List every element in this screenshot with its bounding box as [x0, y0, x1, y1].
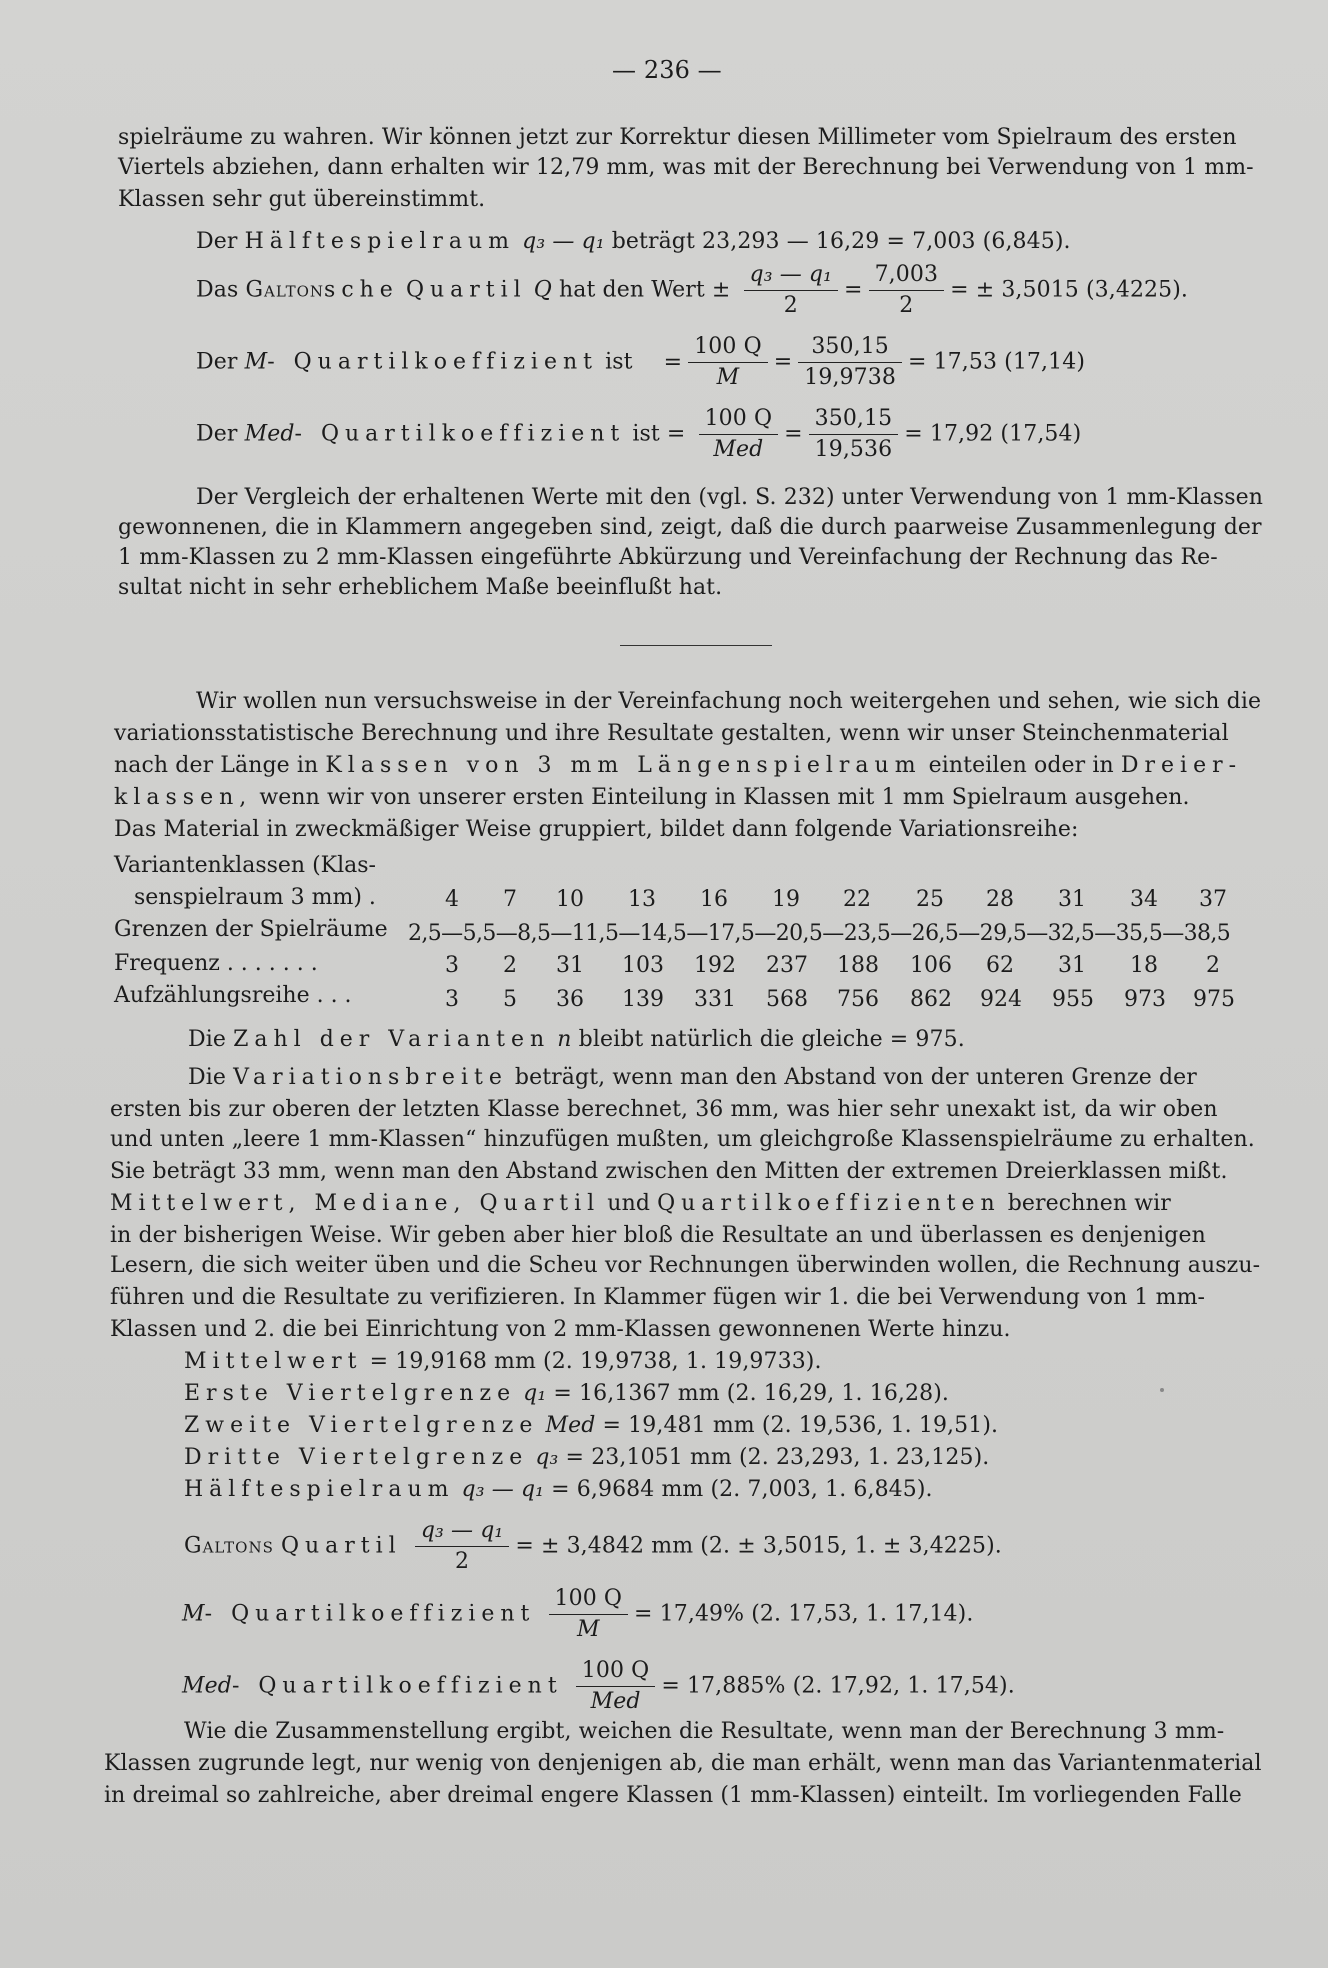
p-breite-l5d: berechnen wir	[1000, 1191, 1171, 1216]
p-breite-line1	[188, 1064, 1197, 1092]
p-zahl-pre: Die	[188, 1027, 234, 1052]
result-3-rest: = 19,481 mm (2. 19,536, 1. 19,51).	[595, 1413, 999, 1438]
f1-pre: Der	[196, 229, 245, 254]
p-breite-line2: ersten bis zur oberen der letzten Klasse berechnet, 36 mm, was hier sehr unexakt ist, da wir oben	[110, 1097, 1218, 1122]
f3-eq2: =	[773, 349, 793, 375]
r6-name: Galtons	[184, 1533, 274, 1559]
section-divider	[620, 645, 772, 646]
para3-line4	[114, 784, 1190, 812]
para2-line4: sultat nicht in sehr erheblichem Maße beeinflußt hat.	[118, 575, 723, 600]
f4-num1: 100 Q	[704, 406, 773, 431]
p-breite-l5c: Quartilkoeffizienten	[657, 1191, 1001, 1216]
table-cum-cell: 36	[556, 987, 584, 1012]
result-5-term: Hälftespielraum	[184, 1477, 455, 1502]
r6-fraction	[415, 1516, 510, 1577]
r7-den: M	[549, 1614, 629, 1645]
para3-line2: variationsstatistische Berechnung und ihre Resultate gestalten, wenn wir unser Steinchenmaterial	[114, 721, 1229, 746]
f3-eq1: =	[663, 349, 683, 375]
table-cum-cell: 955	[1052, 987, 1094, 1012]
para1-line1: spielräume zu wahren. Wir können jetzt zur Korrektur diesen Millimeter vom Spielraum des ersten	[118, 125, 1237, 150]
table-freq-cell: 18	[1130, 953, 1158, 978]
para3-l3d: Dreier-	[1120, 753, 1243, 778]
r8-den: Med	[576, 1686, 656, 1717]
result-med	[184, 1412, 998, 1440]
f2-den2: 2	[869, 290, 944, 321]
f4-m: Med	[244, 421, 295, 447]
f4-eq2: =	[784, 421, 803, 447]
table-bounds: 2,5—5,5—8,5—11,5—14,5—17,5—20,5—23,5—26,5—29,5—32,5—35,5—38,5	[408, 921, 1231, 946]
table-class-cell: 31	[1058, 887, 1086, 912]
f3-pre: Der	[196, 349, 245, 375]
page-number: — 236 —	[612, 56, 722, 84]
result-galton-quartile	[184, 1516, 1002, 1577]
p-breite-line4: Sie beträgt 33 mm, wenn man den Abstand zwischen den Mitten der extremen Dreierklassen mißt.	[110, 1159, 1228, 1184]
f4-ist: ist =	[625, 421, 686, 447]
f2-eq: =	[844, 277, 863, 303]
result-1-rest: = 19,9168 mm (2. 19,9738, 1. 19,9733).	[362, 1349, 822, 1374]
table-class-cell: 13	[628, 887, 656, 912]
para2-line1: Der Vergleich der erhaltenen Werte mit den (vgl. S. 232) unter Verwendung von 1 mm-Klassen	[196, 485, 1264, 510]
para1-line3: Klassen sehr gut übereinstimmt.	[118, 187, 486, 212]
f2-post: = ± 3,5015 (3,4225).	[950, 277, 1189, 303]
formula-halfrange	[196, 228, 1071, 256]
para3-l3c: einteilen oder in	[921, 753, 1121, 778]
r8-term: - Quartilkoeffizient	[231, 1673, 563, 1699]
table-label-classes-2: senspielraum 3 mm) .	[134, 885, 376, 910]
table-freq-cell: 31	[1058, 953, 1086, 978]
f3-post: = 17,53 (17,14)	[907, 349, 1086, 375]
result-5-rest: = 6,9684 mm (2. 7,003, 1. 6,845).	[544, 1477, 933, 1502]
table-cum-cell: 975	[1193, 987, 1235, 1012]
table-cum-cell: 924	[980, 987, 1022, 1012]
table-freq-cell: 2	[503, 953, 517, 978]
result-med-quartile-coef	[182, 1656, 1015, 1717]
f4-fraction-2	[809, 404, 899, 465]
f3-term: - Quartilkoeffizient	[267, 349, 598, 375]
table-cum-cell: 568	[766, 987, 808, 1012]
result-4-rest: = 23,1051 mm (2. 23,293, 1. 23,125).	[558, 1445, 990, 1470]
table-class-cell: 16	[700, 887, 728, 912]
f2-fraction-2	[869, 260, 944, 321]
p-zahl-term: Zahl der Varianten	[233, 1027, 551, 1052]
r8-rest: = 17,885% (2. 17,92, 1. 17,54).	[661, 1673, 1015, 1699]
r8-fraction	[576, 1656, 656, 1717]
f4-term: - Quartilkoeffizient	[294, 421, 626, 447]
para3-line5: Das Material in zweckmäßiger Weise gruppiert, bildet dann folgende Variationsreihe:	[114, 817, 1079, 842]
f2-num1: q₃ — q₁	[749, 262, 833, 287]
f2-num2: 7,003	[874, 262, 939, 287]
r7-m: M	[182, 1601, 205, 1627]
f1-term: Hälftespielraum	[244, 229, 516, 254]
formula-m-quartile-coef	[196, 332, 1085, 393]
f3-num1: 100 Q	[694, 334, 762, 359]
table-cum-cell: 3	[445, 987, 459, 1012]
table-class-cell: 28	[986, 887, 1014, 912]
table-label-bounds: Grenzen der Spielräume	[114, 917, 388, 942]
f4-den1: Med	[699, 434, 779, 465]
table-freq-cell: 192	[694, 953, 736, 978]
table-freq-cell: 62	[986, 953, 1014, 978]
table-freq-cell: 2	[1206, 953, 1220, 978]
p-zahl-line	[188, 1026, 965, 1054]
table-class-cell: 22	[843, 887, 871, 912]
table-class-cell: 4	[445, 887, 459, 912]
table-freq-cell: 106	[910, 953, 952, 978]
table-label-classes-1: Variantenklassen (Klas-	[114, 853, 376, 878]
para3-line3	[114, 752, 1242, 780]
f2-mid: hat den Wert ±	[551, 277, 731, 303]
p-breite-line6: in der bisherigen Weise. Wir geben aber hier bloß die Resultate an und überlassen es denjenigen	[110, 1223, 1206, 1248]
f2-term: Quartil	[405, 277, 527, 303]
result-2-term: Erste Viertelgrenze	[184, 1381, 517, 1406]
result-mittelwert	[184, 1348, 822, 1376]
r6-den: 2	[415, 1546, 510, 1577]
formula-med-quartile-coef	[196, 404, 1081, 465]
table-label-freq: Frequenz . . . . . . .	[114, 951, 318, 976]
f3-den2: 19,9738	[798, 362, 902, 393]
result-q3	[184, 1444, 989, 1472]
r6-rest: = ± 3,4842 mm (2. ± 3,5015, 1. ± 3,4225).	[515, 1533, 1002, 1559]
para3-line1: Wir wollen nun versuchsweise in der Vereinfachung noch weitergehen und sehen, wie sich die	[196, 689, 1262, 714]
p-breite-line3: und unten „leere 1 mm-Klassen“ hinzufügen mußten, um gleichgroße Klassenspielräume zu erhalten.	[110, 1127, 1255, 1152]
table-freq-cell: 188	[837, 953, 879, 978]
specks	[1160, 1388, 1164, 1392]
formula-galton-quartile	[196, 260, 1188, 321]
table-cum-cell: 756	[837, 987, 879, 1012]
f1-math: q₃ — q₁	[522, 229, 605, 254]
r7-fraction	[549, 1584, 629, 1645]
result-3-sym: Med	[538, 1413, 596, 1438]
para3-l3a: nach der Länge in	[114, 753, 326, 778]
para2-line2: gewonnenen, die in Klammern angegeben sind, zeigt, daß die durch paarweise Zusammenlegung der	[118, 515, 1262, 540]
table-class-cell: 10	[556, 887, 584, 912]
r8-m: Med	[182, 1673, 232, 1699]
r8-num: 100 Q	[581, 1658, 650, 1683]
f3-fraction-1	[688, 332, 768, 393]
table-cum-cell: 139	[622, 987, 664, 1012]
table-freq-cell: 237	[766, 953, 808, 978]
table-cum-cell: 5	[503, 987, 517, 1012]
f2-suffix: sche	[324, 277, 399, 303]
p-breite-line7: Lesern, die sich weiter üben und die Scheu vor Rechnungen überwinden wollen, die Rechnung auszu-	[110, 1253, 1261, 1278]
result-3-term: Zweite Viertelgrenze	[184, 1413, 539, 1438]
p-zahl-post: bleibt natürlich die gleiche = 975.	[571, 1027, 965, 1052]
final-line1: Wie die Zusammenstellung ergibt, weichen die Resultate, wenn man der Berechnung 3 mm-	[184, 1719, 1225, 1744]
f2-den1: 2	[744, 290, 839, 321]
p-breite-line9: Klassen und 2. die bei Einrichtung von 2 mm-Klassen gewonnenen Werte hinzu.	[110, 1317, 1011, 1342]
p-breite-l1a: Die	[188, 1065, 234, 1090]
p-zahl-sym: n	[557, 1027, 572, 1052]
f4-fraction-1	[699, 404, 779, 465]
final-line3: in dreimal so zahlreiche, aber dreimal engere Klassen (1 mm-Klassen) einteilt. Im vorliegenden Falle	[104, 1783, 1242, 1808]
table-cum-cell: 862	[910, 987, 952, 1012]
f2-fraction-1	[744, 260, 839, 321]
result-q1	[184, 1380, 949, 1408]
result-4-sym: q₃	[528, 1445, 559, 1470]
table-class-cell: 34	[1130, 887, 1158, 912]
f3-m: M	[244, 349, 268, 375]
result-2-rest: = 16,1367 mm (2. 16,29, 1. 16,28).	[546, 1381, 949, 1406]
result-1-term: Mittelwert	[184, 1349, 363, 1374]
result-halfrange	[184, 1476, 933, 1504]
f1-post: beträgt 23,293 — 16,29 = 7,003 (6,845).	[604, 229, 1071, 254]
p-breite-l1b: Variationsbreite	[233, 1065, 508, 1090]
f4-post: = 17,92 (17,54)	[904, 421, 1082, 447]
table-cum-cell: 973	[1124, 987, 1166, 1012]
r6-num: q₃ — q₁	[420, 1518, 504, 1543]
f2-sym: Q	[533, 277, 552, 303]
p-breite-l5b: und	[600, 1191, 658, 1216]
p-breite-line8: führen und die Resultate zu verifizieren. In Klammer fügen wir 1. die bei Verwendung von 1 mm-	[110, 1285, 1206, 1310]
f3-fraction-2	[798, 332, 902, 393]
table-freq-cell: 31	[556, 953, 584, 978]
para3-l3b: Klassen von 3 mm Längenspielraum	[325, 753, 922, 778]
r7-num: 100 Q	[554, 1586, 623, 1611]
f2-name: Galton	[245, 277, 325, 303]
r7-term: - Quartilkoeffizient	[204, 1601, 536, 1627]
f4-pre: Der	[196, 421, 245, 447]
f4-den2: 19,536	[809, 434, 899, 465]
f4-num2: 350,15	[814, 406, 893, 431]
r7-rest: = 17,49% (2. 17,53, 1. 17,14).	[634, 1601, 974, 1627]
p-breite-l5a: Mittelwert, Mediane, Quartil	[110, 1191, 601, 1216]
table-freq-cell: 3	[445, 953, 459, 978]
p-breite-l1c: beträgt, wenn man den Abstand von der unteren Grenze der	[507, 1065, 1197, 1090]
table-label-cum: Aufzählungsreihe . . .	[114, 983, 352, 1008]
table-cum-cell: 331	[694, 987, 736, 1012]
f3-den1: M	[688, 362, 768, 393]
table-class-cell: 37	[1199, 887, 1227, 912]
result-m-quartile-coef	[182, 1584, 973, 1645]
result-2-sym: q₁	[516, 1381, 547, 1406]
table-class-cell: 19	[772, 887, 800, 912]
table-class-cell: 7	[503, 887, 517, 912]
f2-pre: Das	[196, 277, 246, 303]
f3-ist: ist	[597, 349, 633, 375]
result-5-sym: q₃ — q₁	[454, 1477, 545, 1502]
p-breite-line5	[110, 1190, 1171, 1218]
r6-term: Quartil	[280, 1533, 402, 1559]
result-4-term: Dritte Viertelgrenze	[184, 1445, 529, 1470]
table-freq-cell: 103	[622, 953, 664, 978]
para1-line2: Viertels abziehen, dann erhalten wir 12,79 mm, was mit der Berechnung bei Verwendung von 1 mm-	[118, 155, 1254, 180]
table-class-cell: 25	[916, 887, 944, 912]
final-line2: Klassen zugrunde legt, nur wenig von denjenigen ab, die man erhält, wenn man das Variantenmaterial	[104, 1751, 1262, 1776]
f3-num2: 350,15	[811, 334, 889, 359]
para3-l4a: klassen,	[114, 785, 253, 810]
para2-line3: 1 mm-Klassen zu 2 mm-Klassen eingeführte Abkürzung und Vereinfachung der Rechnung das Re-	[118, 545, 1218, 570]
para3-l4b: wenn wir von unserer ersten Einteilung in Klassen mit 1 mm Spielraum ausgehen.	[252, 785, 1190, 810]
